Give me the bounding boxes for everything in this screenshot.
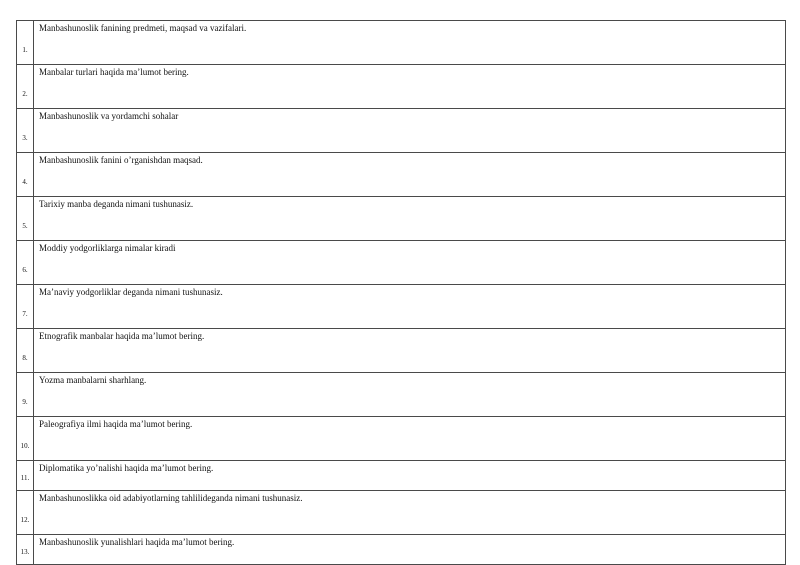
question-number-cell xyxy=(17,417,34,461)
question-text: Manbashunoslik fanini o’rganishdan maqsad. xyxy=(34,153,786,197)
question-text: Manbashunoslik fanining predmeti, maqsad va vazifalari. xyxy=(34,21,786,65)
table-row xyxy=(17,491,786,535)
question-text: Ma’naviy yodgorliklar deganda nimani tushunasiz. xyxy=(34,285,786,329)
table-row xyxy=(17,417,786,461)
question-number: 5. xyxy=(22,222,28,230)
question-number: 9. xyxy=(22,398,28,406)
question-text: Etnografik manbalar haqida ma’lumot bering. xyxy=(34,329,786,373)
question-text: Manbashunoslikka oid adabiyotlarning tahlilideganda nimani tushunasiz. xyxy=(34,491,786,535)
question-text: Moddiy yodgorliklarga nimalar kiradi xyxy=(34,241,786,285)
question-text: Manbalar turlari haqida ma’lumot bering. xyxy=(34,65,786,109)
question-number: 10. xyxy=(20,442,30,450)
table-row xyxy=(17,535,786,565)
question-number: 11. xyxy=(20,474,30,482)
question-text: Paleografiya ilmi haqida ma’lumot bering. xyxy=(34,417,786,461)
table-row xyxy=(17,65,786,109)
table-row xyxy=(17,461,786,491)
question-number: 2. xyxy=(22,90,28,98)
question-number: 6. xyxy=(22,266,28,274)
question-number-cell xyxy=(17,241,34,285)
question-number: 8. xyxy=(22,354,28,362)
table-row xyxy=(17,153,786,197)
question-text: Tarixiy manba deganda nimani tushunasiz. xyxy=(34,197,786,241)
question-text: Yozma manbalarni sharhlang. xyxy=(34,373,786,417)
question-text: Manbashunoslik va yordamchi sohalar xyxy=(34,109,786,153)
question-number-cell xyxy=(17,373,34,417)
question-number: 3. xyxy=(22,134,28,142)
table-row xyxy=(17,241,786,285)
questions-table xyxy=(16,20,786,565)
table-row xyxy=(17,329,786,373)
question-number-cell xyxy=(17,197,34,241)
question-number: 1. xyxy=(22,46,28,54)
question-number-cell xyxy=(17,285,34,329)
question-number-cell xyxy=(17,535,34,565)
question-number-cell xyxy=(17,65,34,109)
question-text: Manbashunoslik yunalishlari haqida ma’lumot bering. xyxy=(34,535,786,565)
question-number: 12. xyxy=(20,516,30,524)
question-number: 13. xyxy=(20,548,30,556)
question-number-cell xyxy=(17,461,34,491)
question-text: Diplomatika yo’nalishi haqida ma’lumot bering. xyxy=(34,461,786,491)
table-row xyxy=(17,109,786,153)
question-number: 4. xyxy=(22,178,28,186)
question-number-cell xyxy=(17,329,34,373)
question-number-cell xyxy=(17,109,34,153)
table-row xyxy=(17,285,786,329)
question-number-cell xyxy=(17,21,34,65)
question-number-cell xyxy=(17,491,34,535)
table-row xyxy=(17,21,786,65)
question-number-cell xyxy=(17,153,34,197)
table-row xyxy=(17,197,786,241)
table-row xyxy=(17,373,786,417)
question-number: 7. xyxy=(22,310,28,318)
